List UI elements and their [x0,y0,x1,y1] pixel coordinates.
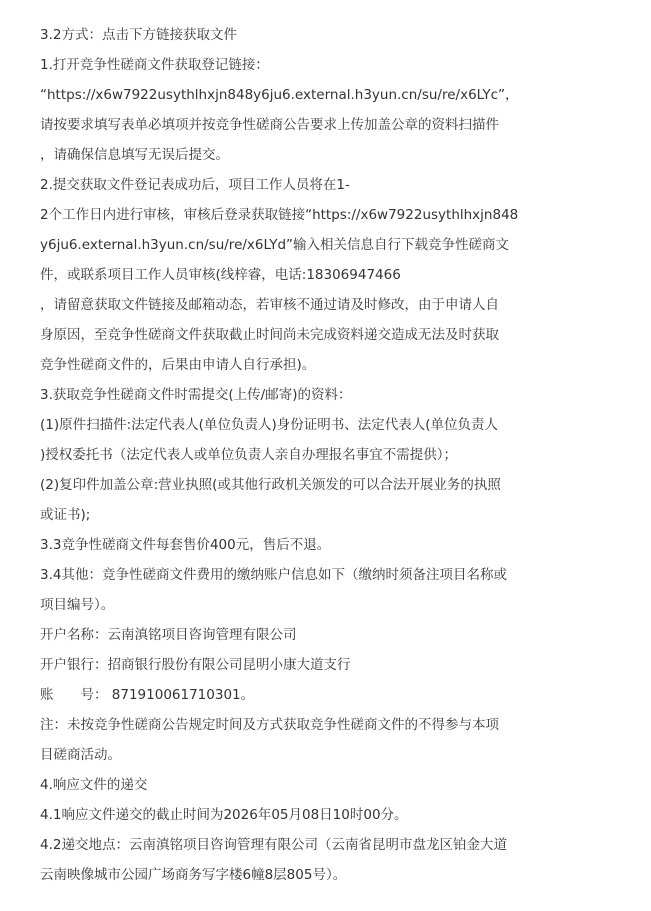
text-line: (1)原件扫描件:法定代表人(单位负责人)身份证明书、法定代表人(单位负责人 [40,417,498,433]
note-line: 目磋商活动。 [40,747,121,763]
text-line: )授权委托书（法定代表人或单位负责人亲自办理报名事宜不需提供）； [40,447,458,463]
text-line: 件，或联系项目工作人员审核(线梓睿，电话:18306947466 [40,267,401,283]
section-3-4-other: 3.4其他：竞争性磋商文件费用的缴纳账户信息如下（缴纳时须备注项目名称或 [40,567,507,583]
step-1-heading: 1.打开竞争性磋商文件获取登记链接： [40,57,269,73]
section-4-heading: 4.响应文件的递交 [40,777,148,793]
text-line: 身原因，至竞争性磋商文件获取截止时间尚未完成资料递交造成无法及时获取 [40,327,499,343]
text-line: 云南映像城市公园广场商务写字楼6幢8层805号）。 [40,867,347,883]
step-2-heading: 2.提交获取文件登记表成功后，项目工作人员将在1- [40,177,350,193]
account-number: 账 号： 871910061710301。 [40,687,255,703]
section-3-2-heading: 3.2方式：点击下方链接获取文件 [40,27,237,43]
text-line: (2)复印件加盖公章:营业执照(或其他行政机关颁发的可以合法开展业务的执照 [40,477,501,493]
section-4-2-location: 4.2递交地点：云南滇铭项目咨询管理有限公司（云南省昆明市盘龙区铂金大道 [40,837,507,853]
section-4-1-deadline: 4.1响应文件递交的截止时间为2026年05月08日10时00分。 [40,807,408,823]
text-line-with-link[interactable]: y6ju6.external.h3yun.cn/su/re/x6LYd”输入相关信息自行下载竞争性磋商文 [40,237,510,253]
step-3-heading: 3.获取竞争性磋商文件时需提交(上传/邮寄)的资料： [40,387,352,403]
text-line: 请按要求填写表单必填项并按竞争性磋商公告要求上传加盖公章的资料扫描件 [40,117,499,133]
text-line: ，请确保信息填写无误后提交。 [40,147,229,163]
text-line: ，请留意获取文件链接及邮箱动态，若审核不通过请及时修改，由于申请人自 [40,297,499,313]
text-line: 或证书); [40,507,91,523]
note-line: 注：未按竞争性磋商公告规定时间及方式获取竞争性磋商文件的不得参与本项 [40,717,499,733]
text-line: 项目编号）。 [40,597,115,613]
account-bank: 开户银行：招商银行股份有限公司昆明小康大道支行 [40,657,351,673]
section-3-3-price: 3.3竞争性磋商文件每套售价400元，售后不退。 [40,537,331,553]
registration-link[interactable]: “https://x6w7922usythlhxjn848y6ju6.external.h3yun.cn/su/re/x6LYc”， [40,87,519,103]
text-line: 竞争性磋商文件的，后果由申请人自行承担)。 [40,357,316,373]
text-line-with-link[interactable]: 2个工作日内进行审核，审核后登录获取链接“https://x6w7922usythlhxjn848 [40,207,519,223]
account-name: 开户名称：云南滇铭项目咨询管理有限公司 [40,627,297,643]
